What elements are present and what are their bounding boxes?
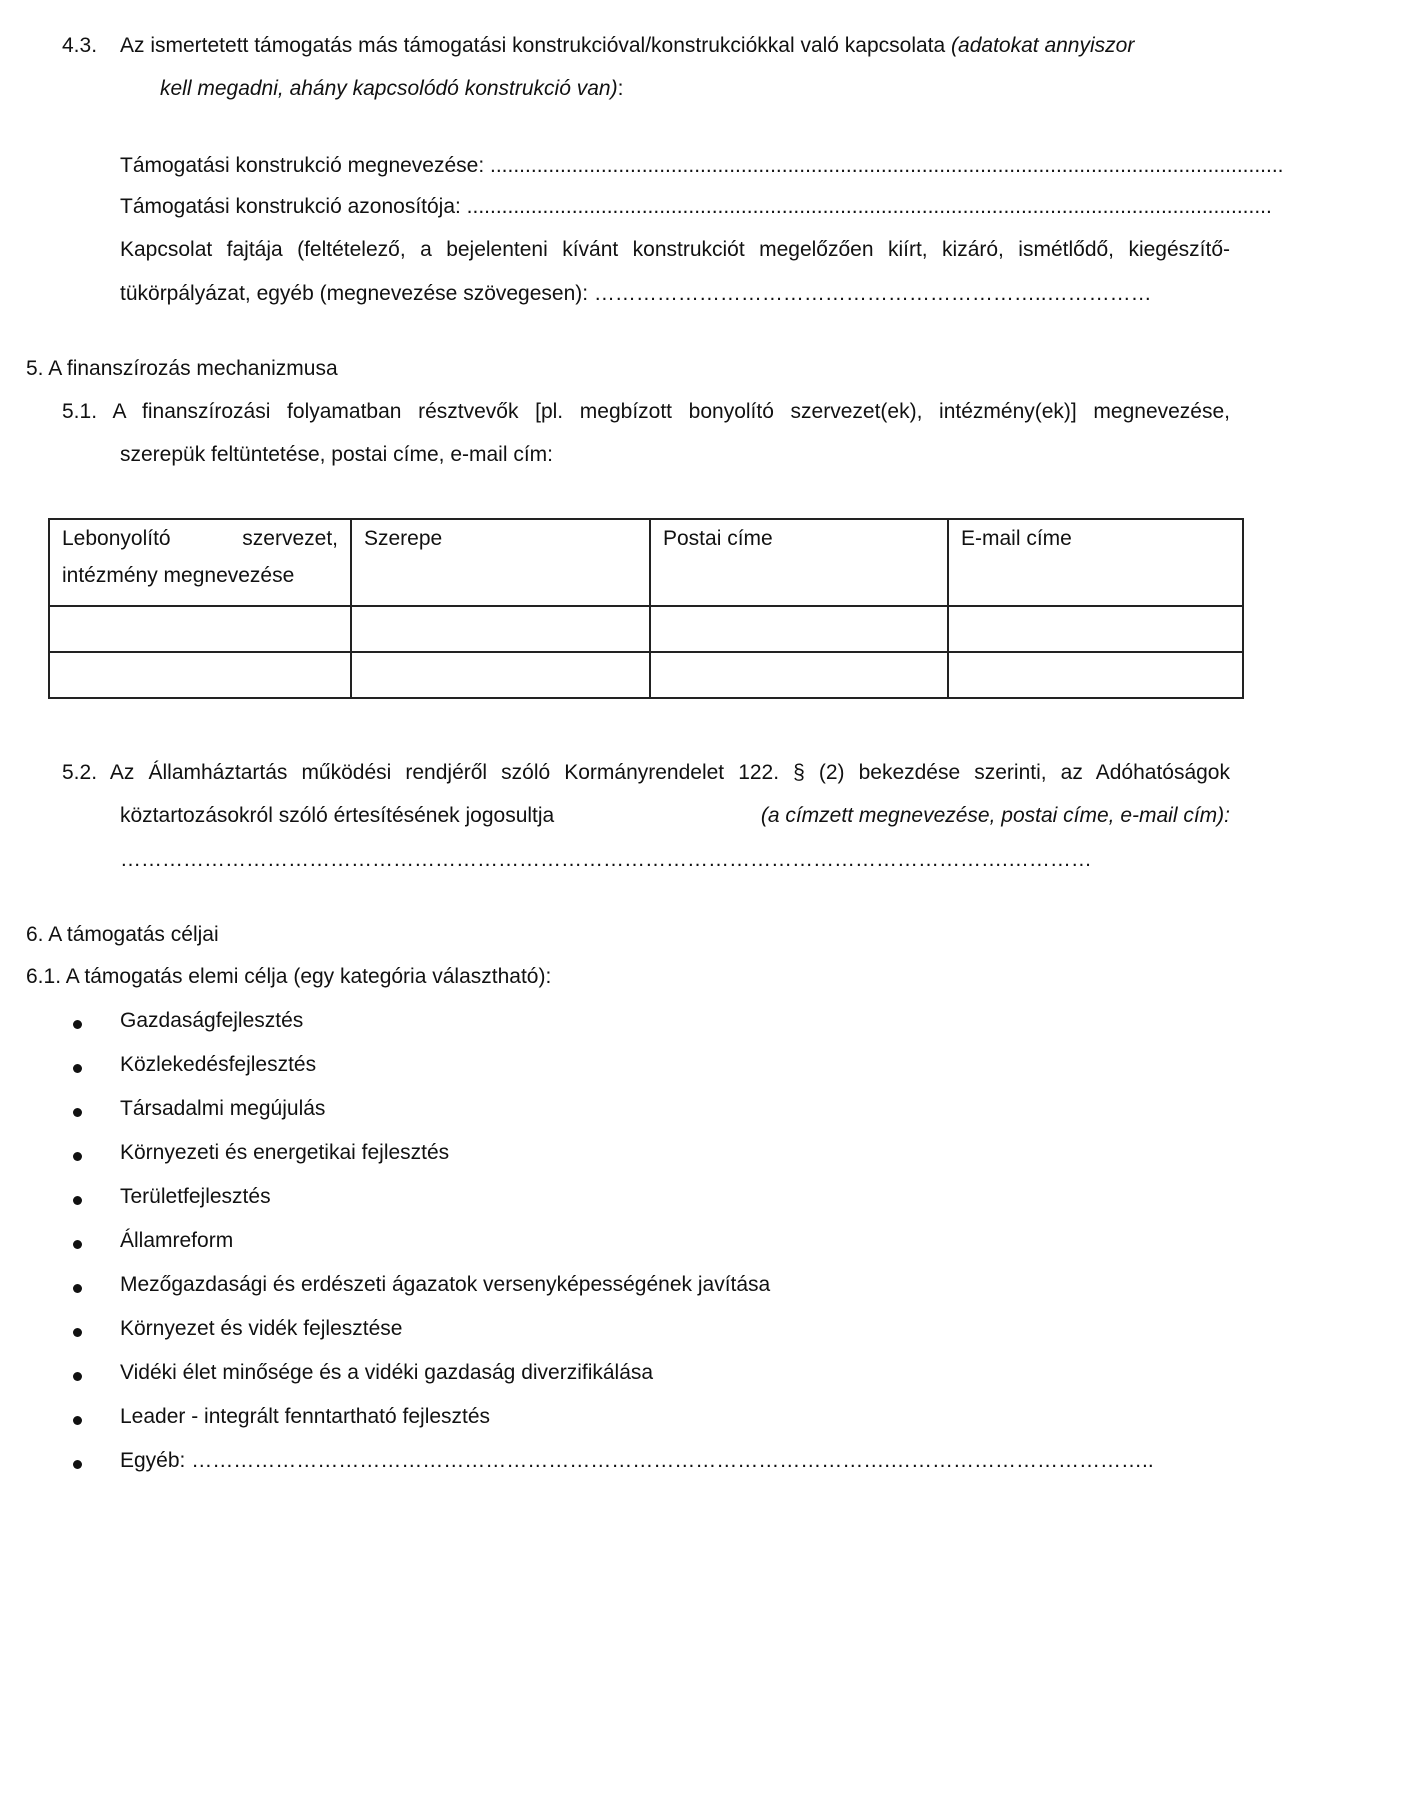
- section-4-3-note: kell megadni, ahány kapcsolódó konstrukció van):: [160, 77, 624, 100]
- header-email: E-mail címe: [948, 519, 1243, 606]
- section-6-1-heading: 6.1. A támogatás elemi célja (egy kategória választható):: [26, 965, 552, 988]
- table-cell[interactable]: [351, 652, 650, 698]
- bullet-icon: [73, 1196, 82, 1205]
- table-header-row: [49, 519, 1243, 606]
- table-row: [49, 652, 1243, 698]
- field-relation-type: Kapcsolat fajtája (feltételező, a bejelenteni kívánt konstrukciót megelőzően kiírt, kizáró, ismétlődő, kiegészítő-: [120, 238, 1230, 261]
- header-organization: Lebonyolító szervezet, intézmény megnevezése: [49, 519, 351, 606]
- bullet-icon: [73, 1152, 82, 1161]
- list-item: Környezet és vidék fejlesztése: [120, 1317, 403, 1340]
- table-row: [49, 606, 1243, 652]
- section-4-3-text: Az ismertetett támogatás más támogatási konstrukcióval/konstrukciókkal való kapcsolata (adatokat annyiszor: [120, 34, 1135, 57]
- section-5-2-fill-line: ……………………………………………………………………………………………………………….…………: [120, 848, 1092, 871]
- list-item: Mezőgazdasági és erdészeti ágazatok versenyképességének javítása: [120, 1273, 771, 1296]
- table-cell[interactable]: [650, 652, 948, 698]
- section-4-3-number: 4.3.: [62, 34, 98, 57]
- bullet-icon: [73, 1020, 82, 1029]
- field-construction-id: Támogatási konstrukció azonosítója: ..........................................................................................................................................: [120, 195, 1272, 218]
- section-5-2-text: 5.2. Az Államháztartás működési rendjéről szóló Kormányrendelet 122. § (2) bekezdése szerinti, az Adóhatóságok: [62, 761, 1230, 784]
- list-item: Területfejlesztés: [120, 1185, 271, 1208]
- section-5-2-text-cont: köztartozásokról szóló értesítésének jogosultja (a címzett megnevezése, postai címe, e-mail cím):: [120, 804, 1230, 827]
- section-5-1-text-cont: szerepük feltüntetése, postai címe, e-mail cím:: [120, 443, 554, 466]
- list-item: Vidéki élet minősége és a vidéki gazdaság diverzifikálása: [120, 1361, 654, 1384]
- list-item: Egyéb: ……………………………………………………………………………………….………………………………..: [120, 1449, 1154, 1472]
- table-cell[interactable]: [948, 606, 1243, 652]
- bullet-icon: [73, 1416, 82, 1425]
- header-role: Szerepe: [351, 519, 650, 606]
- list-item: Társadalmi megújulás: [120, 1097, 326, 1120]
- bullet-icon: [73, 1460, 82, 1469]
- list-item: Gazdaságfejlesztés: [120, 1009, 304, 1032]
- bullet-icon: [73, 1064, 82, 1073]
- table-cell[interactable]: [948, 652, 1243, 698]
- field-relation-type-cont: tükörpályázat, egyéb (megnevezése szövegesen): ………………………………………………………..……………: [120, 282, 1152, 305]
- table-cell[interactable]: [49, 606, 351, 652]
- section-5-1-text: 5.1. A finanszírozási folyamatban résztvevők [pl. megbízott bonyolító szervezet(ek), intézmény(ek)] megnevezése,: [62, 400, 1230, 423]
- finance-participants-table: [48, 518, 1244, 699]
- bullet-icon: [73, 1328, 82, 1337]
- bullet-icon: [73, 1284, 82, 1293]
- field-construction-name: Támogatási konstrukció megnevezése: ........................................................................................................................................: [120, 154, 1284, 177]
- header-postal-address: Postai címe: [650, 519, 948, 606]
- table-cell[interactable]: [49, 652, 351, 698]
- bullet-icon: [73, 1240, 82, 1249]
- list-item: Környezeti és energetikai fejlesztés: [120, 1141, 450, 1164]
- table-cell[interactable]: [650, 606, 948, 652]
- table-cell[interactable]: [351, 606, 650, 652]
- list-item: Közlekedésfejlesztés: [120, 1053, 317, 1076]
- section-6-heading: 6. A támogatás céljai: [26, 923, 219, 946]
- list-item: Leader - integrált fenntartható fejlesztés: [120, 1405, 491, 1428]
- bullet-icon: [73, 1108, 82, 1117]
- bullet-icon: [73, 1372, 82, 1381]
- list-item: Államreform: [120, 1229, 234, 1252]
- section-5-heading: 5. A finanszírozás mechanizmusa: [26, 357, 338, 380]
